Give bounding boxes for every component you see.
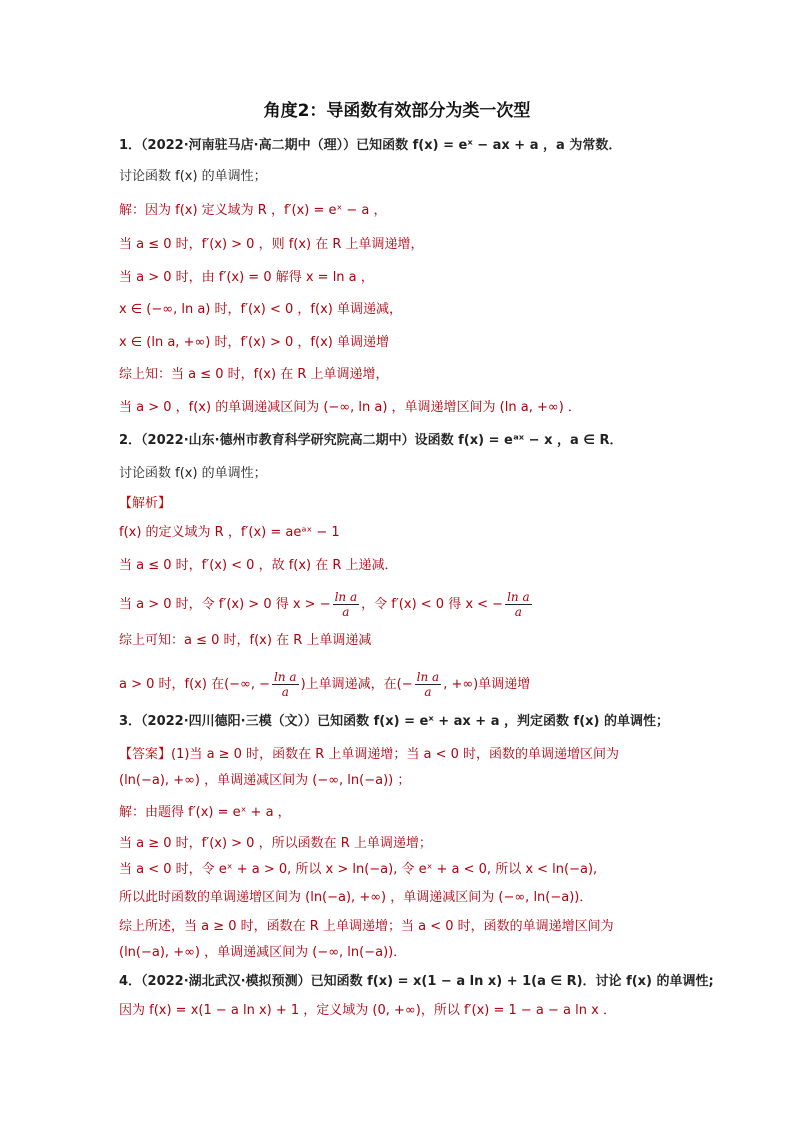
fraction-ln-a-over-a bbox=[415, 670, 442, 699]
q3-solution-line: (ln(−a), +∞) ，单调递减区间为 (−∞, ln(−a))． bbox=[119, 945, 407, 960]
interval-open: (−∞, − bbox=[224, 677, 271, 692]
q2-fraction-line-part2: ，令 f′(x) < 0 得 x < − bbox=[361, 597, 504, 612]
fraction-ln-a-over-a bbox=[272, 670, 299, 699]
q3-answer-text: (1)当 a ≥ 0 时，函数在 R 上单调递增；当 a < 0 时，函数的单调递增区间为 bbox=[171, 747, 620, 762]
fraction-denominator: a bbox=[514, 605, 522, 619]
q2-interval-part3: 单调递增 bbox=[478, 677, 531, 692]
question-4: 4．（2022·湖北武汉·模拟预测）已知函数 f(x) = x(1 − a ln x) + 1(a ∈ R)．讨论 f(x) 的单调性; bbox=[119, 974, 714, 989]
fraction-ln-a-over-a bbox=[505, 590, 532, 619]
q2-fraction-line-part1: 当 a > 0 时，令 f′(x) > 0 得 x > − bbox=[119, 597, 331, 612]
fraction-denominator: a bbox=[424, 685, 432, 699]
fraction-numerator: ln a bbox=[274, 670, 297, 684]
q1-solution-line: 解：因为 f(x) 定义域为 R ，f′(x) = eˣ − a ， bbox=[119, 203, 387, 218]
q2-task: 讨论函数 f(x) 的单调性； bbox=[119, 466, 267, 481]
q4-solution-line: 因为 f(x) = x(1 − a ln x) + 1 ，定义域为 (0, +∞)，所以 f′(x) = 1 − a − a ln x ． bbox=[119, 1003, 616, 1018]
page-title: 角度2：导函数有效部分为类一次型 bbox=[263, 101, 531, 121]
q1-solution-line: x ∈ (−∞, ln a) 时，f′(x) < 0 ，f(x) 单调递减， bbox=[119, 302, 402, 317]
q3-solution-line: 解：由题得 f′(x) = eˣ + a ， bbox=[119, 805, 291, 820]
q3-answer-line: (ln(−a), +∞) ，单调递减区间为 (−∞, ln(−a)) ； bbox=[119, 773, 411, 788]
q2-solution-line: 综上可知：a ≤ 0 时，f(x) 在 R 上单调递减 bbox=[119, 633, 372, 648]
fraction-numerator: ln a bbox=[507, 590, 530, 604]
q1-solution-line: 综上知：当 a ≤ 0 时，f(x) 在 R 上单调递增， bbox=[119, 367, 389, 382]
q3-answer-tag: 【答案】 bbox=[119, 747, 172, 762]
q3-solution-line: 所以此时函数的单调递增区间为 (ln(−a), +∞) ，单调递减区间为 (−∞, ln(−a))． bbox=[119, 890, 593, 905]
q3-answer-line bbox=[119, 746, 619, 764]
q2-interval-part2: 上单调递减，在 bbox=[305, 677, 397, 692]
q2-solution-line: 当 a ≤ 0 时，f′(x) < 0 ，故 f(x) 在 R 上递减． bbox=[119, 558, 398, 573]
q1-solution-line: 当 a ≤ 0 时，f′(x) > 0 ，则 f(x) 在 R 上单调递增， bbox=[119, 237, 424, 252]
fraction-numerator: ln a bbox=[416, 670, 440, 684]
q1-task: 讨论函数 f(x) 的单调性； bbox=[119, 169, 267, 184]
q1-solution-line: 当 a > 0 ，f(x) 的单调递减区间为 (−∞, ln a) ，单调递增区间为 (ln a, +∞) ． bbox=[119, 400, 581, 415]
q2-solution-fraction-line bbox=[119, 590, 534, 619]
question-1: 1．（2022·河南驻马店·高二期中（理））已知函数 f(x) = eˣ − ax + a ，a 为常数． bbox=[119, 138, 622, 153]
q1-solution-line: x ∈ (ln a, +∞) 时，f′(x) > 0 ，f(x) 单调递增 bbox=[119, 335, 389, 350]
q3-solution-line: 当 a ≥ 0 时，f′(x) > 0 ，所以函数在 R 上单调递增； bbox=[119, 836, 432, 851]
interval-close-2: , +∞) bbox=[443, 677, 479, 692]
fraction-numerator: ln a bbox=[334, 590, 358, 604]
interval-close: ) bbox=[300, 677, 306, 692]
fraction-ln-a-over-a bbox=[333, 590, 360, 619]
q3-solution-line: 当 a < 0 时，令 eˣ + a > 0, 所以 x > ln(−a), 令 eˣ + a < 0, 所以 x < ln(−a), bbox=[119, 862, 598, 877]
q1-solution-line: 当 a > 0 时，由 f′(x) = 0 解得 x = ln a ， bbox=[119, 270, 374, 285]
q2-solution-line: f(x) 的定义域为 R ，f′(x) = aeᵃˣ − 1 bbox=[119, 525, 340, 540]
question-2: 2．（2022·山东·德州市教育科学研究院高二期中）设函数 f(x) = eᵃˣ − x ，a ∈ R． bbox=[119, 433, 623, 448]
q2-interval-part1: a > 0 时，f(x) 在 bbox=[119, 677, 225, 692]
q2-analysis-tag: 【解析】 bbox=[119, 496, 172, 511]
question-3: 3．（2022·四川德阳·三模（文））已知函数 f(x) = eˣ + ax + a ，判定函数 f(x) 的单调性； bbox=[119, 714, 669, 729]
fraction-denominator: a bbox=[342, 605, 350, 619]
q3-solution-line: 综上所述，当 a ≥ 0 时，函数在 R 上单调递增；当 a < 0 时，函数的单调递增区间为 bbox=[119, 919, 614, 934]
q2-interval-line bbox=[119, 670, 530, 699]
fraction-denominator: a bbox=[281, 685, 289, 699]
interval-open-2: (− bbox=[396, 677, 413, 692]
